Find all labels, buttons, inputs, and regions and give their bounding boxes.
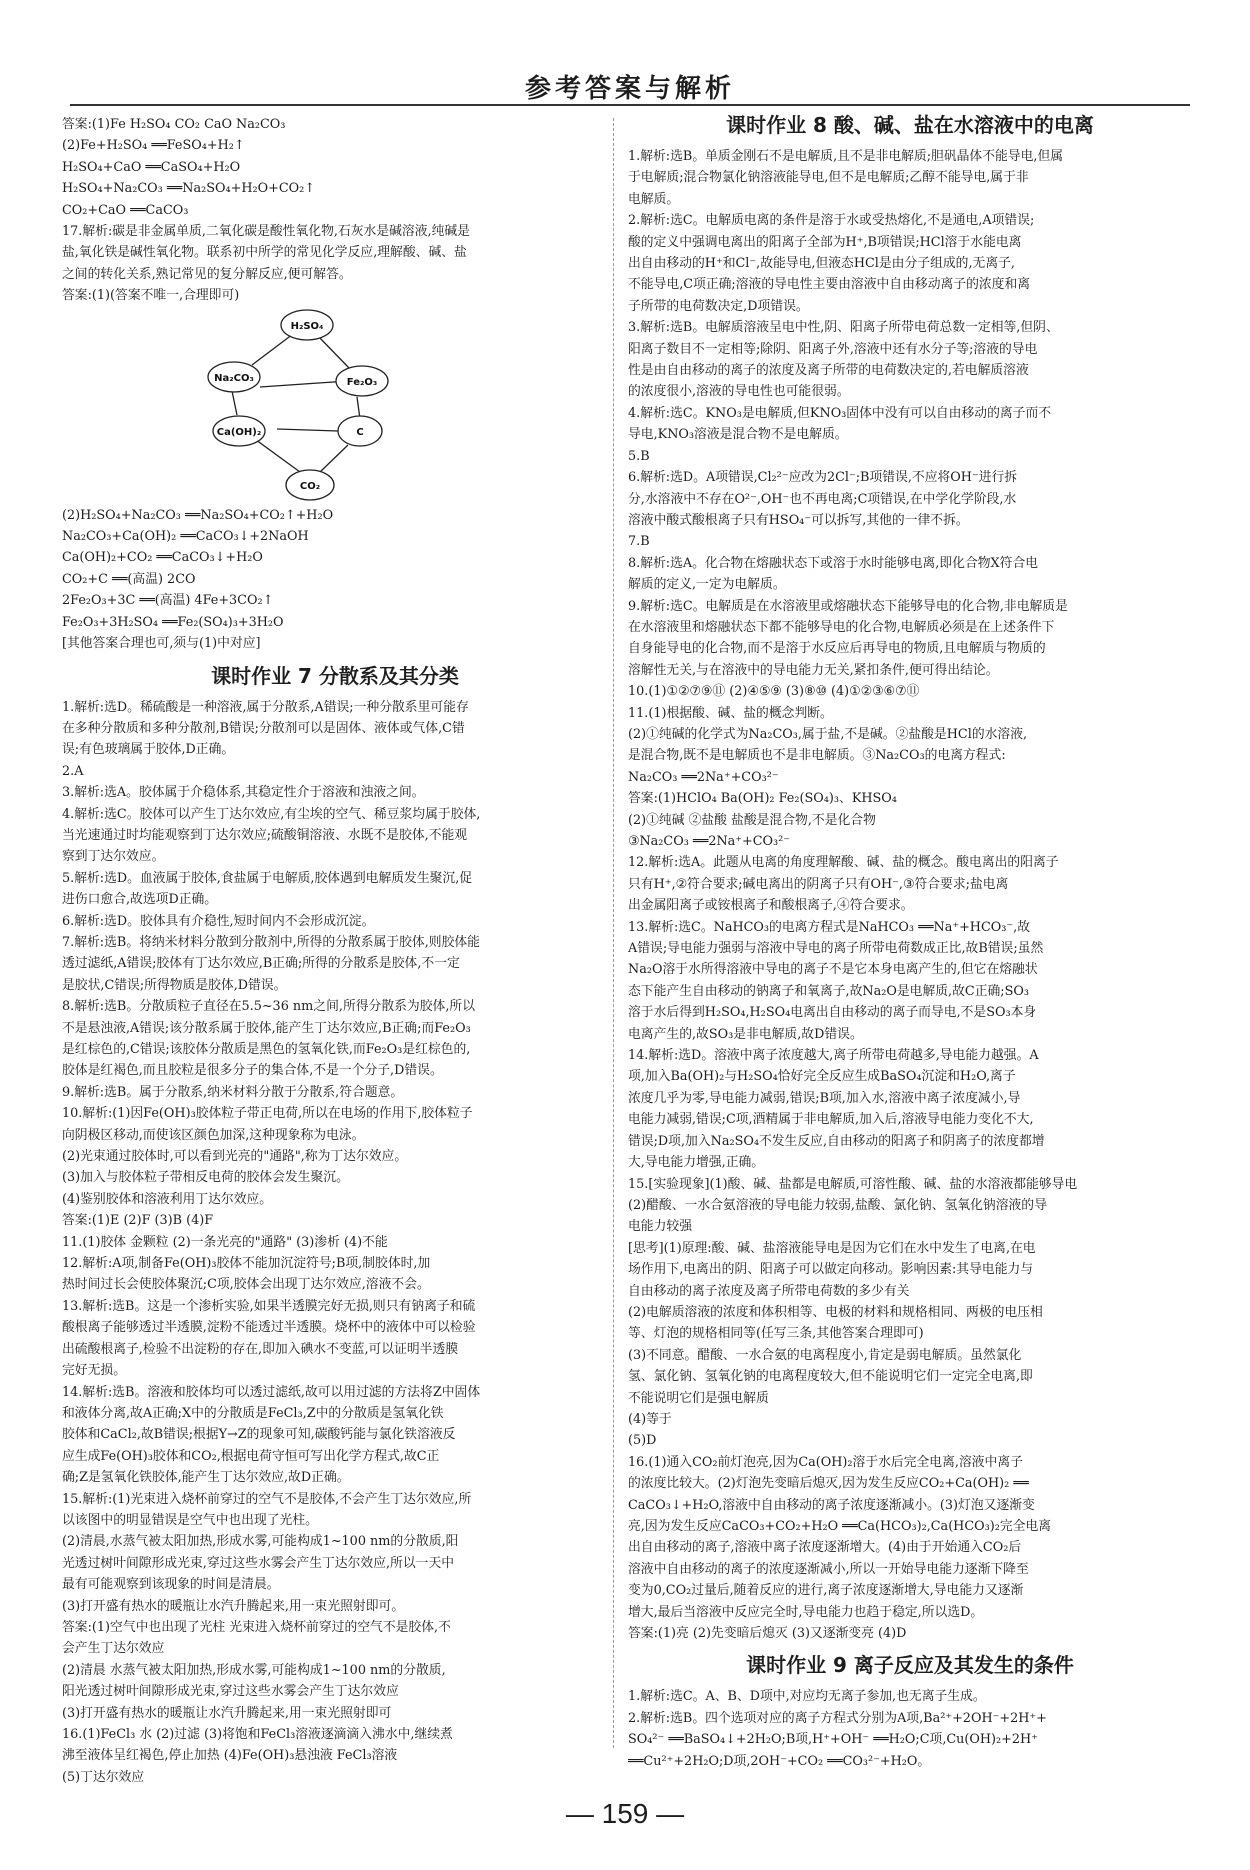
answer-line: 4.解析:选C。KNO₃是电解质,但KNO₃固体中没有可以自由移动的离子而不	[628, 405, 1052, 421]
answer-line: 13.解析:选C。NaHCO₃的电离方程式是NaHCO₃ ══Na⁺+HCO₃⁻,故	[628, 919, 1030, 935]
answer-line: 溶液中自由移动的离子的浓度逐渐减小,所以一开始导电能力逐渐下降至	[628, 1561, 1029, 1577]
page-number: — 159 —	[565, 1798, 685, 1829]
left-mid-block	[62, 505, 608, 655]
reaction-diagram-svg	[62, 307, 608, 505]
left-column	[62, 114, 608, 1788]
answer-line: 光透过树叶间隙形成光束,穿过这些水雾会产生丁达尔效应,所以一天中	[62, 1555, 455, 1571]
answer-line: 应生成Fe(OH)₃胶体和CO₂,根据电荷守恒可写出化学方程式,故C正	[62, 1448, 440, 1464]
answer-line: (2)清晨 水蒸气被太阳加热,形成水雾,可能构成1~100 nm的分散质,	[62, 1662, 446, 1678]
answer-line: 3.解析:选B。电解质溶液呈电中性,阴、阳离子所带电荷总数一定相等,但阴、	[628, 320, 1059, 336]
answer-line: 4.解析:选C。胶体可以产生丁达尔效应,有尘埃的空气、稀豆浆均属于胶体,	[62, 806, 481, 822]
section-title-9: 课时作业 9 离子反应及其发生的条件	[746, 1653, 1074, 1678]
answer-line: 11.(1)根据酸、碱、盐的概念判断。	[628, 705, 833, 721]
answer-line: 8.解析:选B。分散质粒子直径在5.5~36 nm之间,所得分散系为胶体,所以	[62, 999, 475, 1015]
node-caoh2: Ca(OH)₂	[216, 426, 262, 438]
answer-line: (2)电解质溶液的浓度和体积相等、电极的材料和规格相同、两极的电压相	[628, 1304, 1043, 1320]
answer-line: 热时间过长会使胶体聚沉;C项,胶体会出现丁达尔效应,溶液不会。	[62, 1277, 430, 1293]
answer-line: 阳光透过树叶间隙形成光束,穿过这些水雾会产生丁达尔效应	[62, 1684, 399, 1700]
right-bottom-block	[628, 1686, 1192, 1772]
node-co2: CO₂	[299, 480, 321, 492]
answer-line: 导电,KNO₃溶液是混合物不是电解质。	[628, 427, 848, 443]
answer-line: CO₂+CaO ══CaCO₃	[62, 202, 189, 218]
answer-line: 14.解析:选D。溶液中离子浓度越大,离子所带电荷越多,导电能力越强。A	[628, 1048, 1039, 1064]
answer-line: 2.解析:选B。四个选项对应的离子方程式分别为A项,Ba²⁺+2OH⁻+2H⁺+	[628, 1710, 1047, 1726]
answer-line: ③Na₂CO₃ ══2Na⁺+CO₃²⁻	[628, 834, 791, 849]
answer-line: CO₂+C ══(高温) 2CO	[62, 571, 196, 587]
left-top-block	[62, 114, 608, 307]
answer-line: 在水溶液里和熔融状态下都不能够导电的化合物,电解质必须是在上述条件下	[628, 619, 1055, 635]
answer-line: 不能说明它们是强电解质	[628, 1390, 769, 1406]
answer-line: 增大,最后当溶液中反应完全时,导电能力也趋于稳定,所以选D。	[628, 1604, 984, 1620]
node-fe2o3: Fe₂O₃	[346, 376, 378, 388]
answer-line: A错误;导电能力强弱与溶液中导电的离子所带电荷数成正比,故B错误;虽然	[628, 941, 1044, 957]
answer-line: (4)鉴别胶体和溶液利用丁达尔效应。	[62, 1191, 273, 1207]
answer-line: 7.B	[628, 534, 650, 550]
answer-line: Fe₂O₃+3H₂SO₄ ══Fe₂(SO₄)₃+3H₂O	[62, 614, 284, 630]
answer-line: 15.[实验现象](1)酸、碱、盐都是电解质,可溶性酸、碱、盐的水溶液都能够导电	[628, 1176, 1078, 1192]
answer-line: 在多种分散质和多种分散剂,B错误;分散剂可以是固体、液体或气体,C错	[62, 720, 465, 736]
answer-line: Na₂CO₃ ══2Na⁺+CO₃²⁻	[628, 769, 779, 785]
answer-line: 出自由移动的离子,溶液中离子浓度逐渐增大。(4)由于开始通入CO₂后	[628, 1540, 1022, 1556]
answer-line: 答案:(1)HClO₄ Ba(OH)₂ Fe₂(SO₄)₃、KHSO₄	[628, 791, 897, 807]
answer-line: 9.解析:选B。属于分散系,纳米材料分散于分散系,符合题意。	[62, 1084, 404, 1100]
answer-line: CaCO₃↓+H₂O,溶液中自由移动的离子浓度逐渐减小。(3)灯泡又逐渐变	[628, 1497, 1035, 1513]
answer-line: 11.(1)胶体 金颗粒 (2)一条光亮的"通路" (3)渗析 (4)不能	[62, 1234, 388, 1250]
answer-line: 电解质。	[628, 191, 680, 207]
answer-line: (2)H₂SO₄+Na₂CO₃ ══Na₂SO₄+CO₂↑+H₂O	[62, 507, 334, 523]
node-na2co3: Na₂CO₃	[214, 372, 254, 384]
column-divider	[613, 118, 614, 1748]
answer-line: 10.解析:(1)因Fe(OH)₃胶体粒子带正电荷,所以在电场的作用下,胶体粒子	[62, 1106, 473, 1122]
answer-line: 等、灯泡的规格相同等(任写三条,其他答案合理即可)	[628, 1326, 924, 1342]
answer-line: 5.B	[628, 448, 650, 464]
answer-line: 确;Z是氢氧化铁胶体,能产生丁达尔效应,故D正确。	[62, 1470, 350, 1486]
answer-line: 自由移动的离子浓度及离子所带电荷数的多少有关	[628, 1283, 910, 1299]
answer-line: 答案:(1)Fe H₂SO₄ CO₂ CaO Na₂CO₃	[62, 117, 286, 132]
answer-line: 当光速通过时均能观察到丁达尔效应;硫酸铜溶液、水既不是胶体,不能观	[62, 827, 468, 843]
answer-line: 10.(1)①②⑦⑨⑪ (2)④⑤⑨ (3)⑧⑩ (4)①②③⑥⑦⑪	[628, 684, 920, 700]
answer-line: 2.解析:选C。电解质电离的条件是溶于水或受热熔化,不是通电,A项错误;	[628, 213, 1035, 229]
answer-line: 15.解析:(1)光束进入烧杯前穿过的空气不是胶体,不会产生丁达尔效应,所	[62, 1491, 472, 1507]
answer-line: (2)①纯碱的化学式为Na₂CO₃,属于盐,不是碱。②盐酸是HCl的水溶液,	[628, 726, 1028, 742]
answer-line: [思考](1)原理:酸、碱、盐溶液能导电是因为它们在水中发生了电离,在电	[628, 1240, 1036, 1256]
answer-line: 会产生丁达尔效应	[62, 1641, 165, 1657]
answer-line: 完好无损。	[62, 1363, 126, 1379]
answer-line: 溶解性无关,与在溶液中的导电能力无关,紧扣条件,便可得出结论。	[628, 662, 999, 678]
answer-line: 7.解析:选B。将纳米材料分散到分散剂中,所得的分散系属于胶体,则胶体能	[62, 934, 480, 950]
answer-line: 酸的定义中强调电离出的阳离子全部为H⁺,B项错误;HCl溶于水能电离	[628, 234, 1022, 250]
answer-line: 2.A	[62, 763, 84, 779]
answer-line: 子所带的电荷数决定,D项错误。	[628, 298, 809, 314]
answer-line: 1.解析:选D。稀硫酸是一种溶液,属于分散系,A错误;一种分散系里可能存	[62, 699, 469, 715]
right-top-block	[628, 146, 1192, 1644]
answer-line: 性是由自由移动的离子的浓度及离子所带的电荷数决定的,若电解质溶液	[628, 363, 1029, 379]
answer-line: 5.解析:选D。血液属于胶体,食盐属于电解质,胶体遇到电解质发生聚沉,促	[62, 870, 473, 886]
answer-line: (2)清晨,水蒸气被太阳加热,形成水雾,可能构成1~100 nm的分散质,阳	[62, 1534, 459, 1550]
answer-line: 答案:(1)空气中也出现了光柱 光束进入烧杯前穿过的空气不是胶体,不	[62, 1619, 451, 1635]
answer-line: (3)不同意。醋酸、一水合氨的电离程度小,肯定是弱电解质。虽然氯化	[628, 1347, 1022, 1363]
answer-line: (3)打开盛有热水的暖瓶让水汽升腾起来,用一束光照射即可。	[62, 1598, 405, 1614]
answer-line: 浓度几乎为零,导电能力减弱,错误;B项,加入水,溶液中离子浓度减小,导	[628, 1090, 1021, 1106]
page-title: 参考答案与解析	[524, 74, 735, 104]
answer-line: 不能导电,C项正确;溶液的导电性主要由溶液中自由移动离子的浓度和离	[628, 277, 1031, 293]
answer-line: 14.解析:选B。溶液和胶体均可以透过滤纸,故可以用过滤的方法将Z中固体	[62, 1384, 481, 1400]
answer-line: 不是悬浊液,A错误;该分散系属于胶体,能产生丁达尔效应,B正确;而Fe₂O₃	[62, 1020, 471, 1036]
answer-line: 13.解析:选B。这是一个渗析实验,如果半透膜完好无损,则只有钠离子和硫	[62, 1298, 476, 1314]
answer-line: (2)Fe+H₂SO₄ ══FeSO₄+H₂↑	[62, 138, 245, 154]
answer-line: 盐,氧化铁是碱性氧化物。联系初中所学的常见化学反应,理解酸、碱、盐	[62, 245, 467, 261]
answer-line: (3)打开盛有热水的暖瓶让水汽升腾起来,用一束光照射即可	[62, 1705, 392, 1721]
answer-line: 亮,因为发生反应CaCO₃+CO₂+H₂O ══Ca(HCO₃)₂,Ca(HCO₃)₂完全电离	[628, 1519, 1052, 1534]
answer-line: ══Cu²⁺+2H₂O;D项,2OH⁻+CO₂ ══CO₃²⁻+H₂O。	[628, 1753, 931, 1769]
answer-line: 6.解析:选D。A项错误,Cl₂²⁻应改为2Cl⁻;B项错误,不应将OH⁻进行拆	[628, 470, 1018, 486]
answer-line: 电能力减弱,错误;C项,酒精属于非电解质,加入后,溶液导电能力变化不大,	[628, 1112, 1034, 1128]
answer-line: 电能力较强	[628, 1219, 692, 1235]
node-c: C	[356, 426, 364, 438]
answer-line: 8.解析:选A。化合物在熔融状态下或溶于水时能够电离,即化合物X符合电	[628, 555, 1039, 571]
answer-line: 进伤口愈合,故选项D正确。	[62, 892, 218, 908]
answer-line: 胶体是红褐色,而且胶粒是很多分子的集合体,不是一个分子,D错误。	[62, 1063, 443, 1079]
answer-line: 出金属阳离子或铵根离子和酸根离子,④符合要求。	[628, 898, 914, 914]
answer-line: 16.(1)FeCl₃ 水 (2)过滤 (3)将饱和FeCl₃溶液逐滴滴入沸水中,继续煮	[62, 1727, 453, 1742]
answer-line: 变为0,CO₂过量后,随着反应的进行,离子浓度逐渐增大,导电能力又逐渐	[628, 1583, 1024, 1599]
answer-line: 17.解析:碳是非金属单质,二氧化碳是酸性氧化物,石灰水是碱溶液,纯碱是	[62, 224, 470, 240]
answer-line: 场作用下,电离出的阴、阳离子可以做定向移动。影响因素:其导电能力与	[628, 1262, 1034, 1278]
answer-line: 2Fe₂O₃+3C ══(高温) 4Fe+3CO₂↑	[62, 593, 274, 609]
answer-line: 态下能产生自由移动的钠离子和氧离子,故Na₂O是电解质,故C正确;SO₃	[628, 983, 1029, 999]
answer-line: 分,水溶液中不存在O²⁻,OH⁻也不再电离;C项错误,在中学化学阶段,水	[628, 491, 1017, 507]
reaction-diagram	[62, 307, 608, 505]
answer-line: Na₂O溶于水所得溶液中导电的离子不是它本身电离产生的,但它在熔融状	[628, 962, 1038, 978]
answer-line: 氢、氯化钠、氢氧化钠的电离程度较大,但不能说明它们一定完全电离,即	[628, 1369, 1033, 1385]
answer-line: 6.解析:选D。胶体具有介稳性,短时间内不会形成沉淀。	[62, 913, 375, 929]
answer-line: 答案:(1)E (2)F (3)B (4)F	[62, 1213, 214, 1229]
answer-line: 9.解析:选C。电解质是在水溶液里或熔融状态下能够导电的化合物,非电解质是	[628, 598, 1068, 614]
answer-line: 12.解析:A项,制备Fe(OH)₃胶体不能加沉淀符号;B项,制胶体时,加	[62, 1256, 431, 1272]
answer-line: 答案:(1)亮 (2)先变暗后熄灭 (3)又逐渐变亮 (4)D	[628, 1626, 907, 1642]
answer-line: 3.解析:选A。胶体属于介稳体系,其稳定性介于溶液和浊液之间。	[62, 785, 425, 801]
answer-line: 项,加入Ba(OH)₂与H₂SO₄恰好完全反应生成BaSO₄沉淀和H₂O,离子	[628, 1069, 1016, 1085]
answer-line: 透过滤纸,A错误;胶体有丁达尔效应,B正确;所得的分散系是胶体,不一定	[62, 956, 460, 972]
answer-line: (2)光束通过胶体时,可以看到光亮的"通路",称为丁达尔效应。	[62, 1149, 408, 1165]
answer-line: 胶体和CaCl₂,故B错误;根据Y→Z的现象可知,碳酸钙能与氯化铁溶液反	[62, 1427, 456, 1443]
answer-line: (5)丁达尔效应	[62, 1769, 145, 1785]
answer-line: 溶液中酸式酸根离子只有HSO₄⁻可以拆写,其他的一律不拆。	[628, 512, 969, 528]
answer-line: 答案:(1)(答案不唯一,合理即可)	[62, 288, 240, 304]
answer-line: (5)D	[628, 1433, 657, 1449]
answer-line: SO₄²⁻ ══BaSO₄↓+2H₂O;B项,H⁺+OH⁻ ══H₂O;C项,Cu(OH)₂+2H⁺	[628, 1732, 1038, 1748]
section-title-8: 课时作业 8 酸、碱、盐在水溶液中的电离	[726, 113, 1094, 137]
answer-line: 是红棕色的,C错误;该胶体分散质是黑色的氢氧化铁,而Fe₂O₃是红棕色的,	[62, 1042, 471, 1057]
answer-line: (2)①纯碱 ②盐酸 盐酸是混合物,不是化合物	[628, 812, 876, 828]
answer-line: Na₂CO₃+Ca(OH)₂ ══CaCO₃↓+2NaOH	[62, 529, 309, 545]
answer-line: (4)等于	[628, 1411, 672, 1427]
answer-line: 错误;D项,加入Na₂SO₄不发生反应,自由移动的阳离子和阴离子的浓度都增	[628, 1133, 1045, 1149]
answer-line: [其他答案合理也可,须与(1)中对应]	[62, 636, 261, 652]
answer-line: 最有可能观察到该现象的时间是清晨。	[62, 1577, 280, 1593]
answer-line: 酸根离子能够透过半透膜,淀粉不能透过半透膜。烧杯中的液体中可以检验	[62, 1320, 476, 1336]
answer-line: 1.解析:选B。单质金刚石不是电解质,且不是非电解质;胆矾晶体不能导电,但属	[628, 149, 1064, 164]
answer-line: 16.(1)通入CO₂前灯泡亮,因为Ca(OH)₂溶于水后完全电离,溶液中离子	[628, 1454, 1023, 1470]
answer-line: 出自由移动的H⁺和Cl⁻,故能导电,但液态HCl是由分子组成的,无离子,	[628, 256, 1015, 272]
answer-line: 和液体分离,故A正确;X中的分散质是FeCl₃,Z中的分散质是氢氧化铁	[62, 1405, 444, 1421]
right-column	[628, 114, 1192, 1772]
answer-line: 阳离子数目不一定相等;除阴、阳离子外,溶液中还有水分子等;溶液的导电	[628, 341, 1038, 357]
answer-line: 察到丁达尔效应。	[62, 849, 165, 865]
answer-line: (3)加入与胶体粒子带相反电荷的胶体会发生聚沉。	[62, 1170, 349, 1186]
answer-line: 大,导电能力增强,正确。	[628, 1155, 765, 1171]
answer-line: 自身能导电的化合物,而不是溶于水反应后再导电的物质,且电解质与物质的	[628, 641, 1046, 657]
answer-line: 以该图中的明显错误是空气中也出现了光柱。	[62, 1512, 318, 1528]
node-h2so4: H₂SO₄	[290, 320, 324, 332]
answer-line: (2)醋酸、一水合氨溶液的导电能力较弱,盐酸、氯化钠、氢氧化钠溶液的导	[628, 1197, 1047, 1213]
answer-line: 的浓度比较大。(2)灯泡先变暗后熄灭,因为发生反应CO₂+Ca(OH)₂ ══	[628, 1476, 1029, 1492]
answer-line: 解质的定义,一定为电解质。	[628, 577, 786, 593]
answer-line: 向阴极区移动,而使该区颜色加深,这种现象称为电泳。	[62, 1127, 365, 1143]
answer-line: H₂SO₄+Na₂CO₃ ══Na₂SO₄+H₂O+CO₂↑	[62, 181, 315, 197]
answer-line: Ca(OH)₂+CO₂ ══CaCO₃↓+H₂O	[62, 550, 263, 566]
answer-line: 于电解质;混合物氯化钠溶液能导电,但不是电解质;乙醇不能导电,属于非	[628, 170, 1029, 186]
answer-line: 之间的转化关系,熟记常见的复分解反应,便可解答。	[62, 266, 352, 282]
left-bottom-block	[62, 697, 608, 1789]
answer-line: 的浓度很小,溶液的导电性也可能很弱。	[628, 384, 850, 400]
page-header	[70, 64, 1190, 106]
section-title-7: 课时作业 7 分散系及其分类	[211, 663, 459, 688]
answer-line: 电离产生的,故SO₃是非电解质,故D错误。	[628, 1026, 863, 1042]
answer-line: 12.解析:选A。此题从电离的角度理解酸、碱、盐的概念。酸电离出的阳离子	[628, 855, 1059, 871]
answer-line: 出硫酸根离子,检验不出淀粉的存在,即加入碘水不变蓝,可以证明半透膜	[62, 1341, 459, 1357]
answer-line: 溶于水后得到H₂SO₄,H₂SO₄电离出自由移动的离子而导电,不是SO₃本身	[628, 1005, 1037, 1021]
answer-line: 只有H⁺,②符合要求;碱电离出的阴离子只有OH⁻,③符合要求;盐电离	[628, 876, 1009, 892]
answer-line: 是胶状,C错误;所得物质是胶体,D错误。	[62, 977, 287, 993]
answer-line: 是混合物,既不是电解质也不是非电解质。③Na₂CO₃的电离方程式:	[628, 748, 1006, 764]
answer-line: 误;有色玻璃属于胶体,D正确。	[62, 742, 235, 758]
answer-line: H₂SO₄+CaO ══CaSO₄+H₂O	[62, 159, 241, 175]
answer-line: 1.解析:选C。A、B、D项中,对应均无离子参加,也无离子生成。	[628, 1689, 986, 1705]
answer-line: 沸至液体呈红褐色,停止加热 (4)Fe(OH)₃悬浊液 FeCl₃溶液	[62, 1748, 398, 1764]
